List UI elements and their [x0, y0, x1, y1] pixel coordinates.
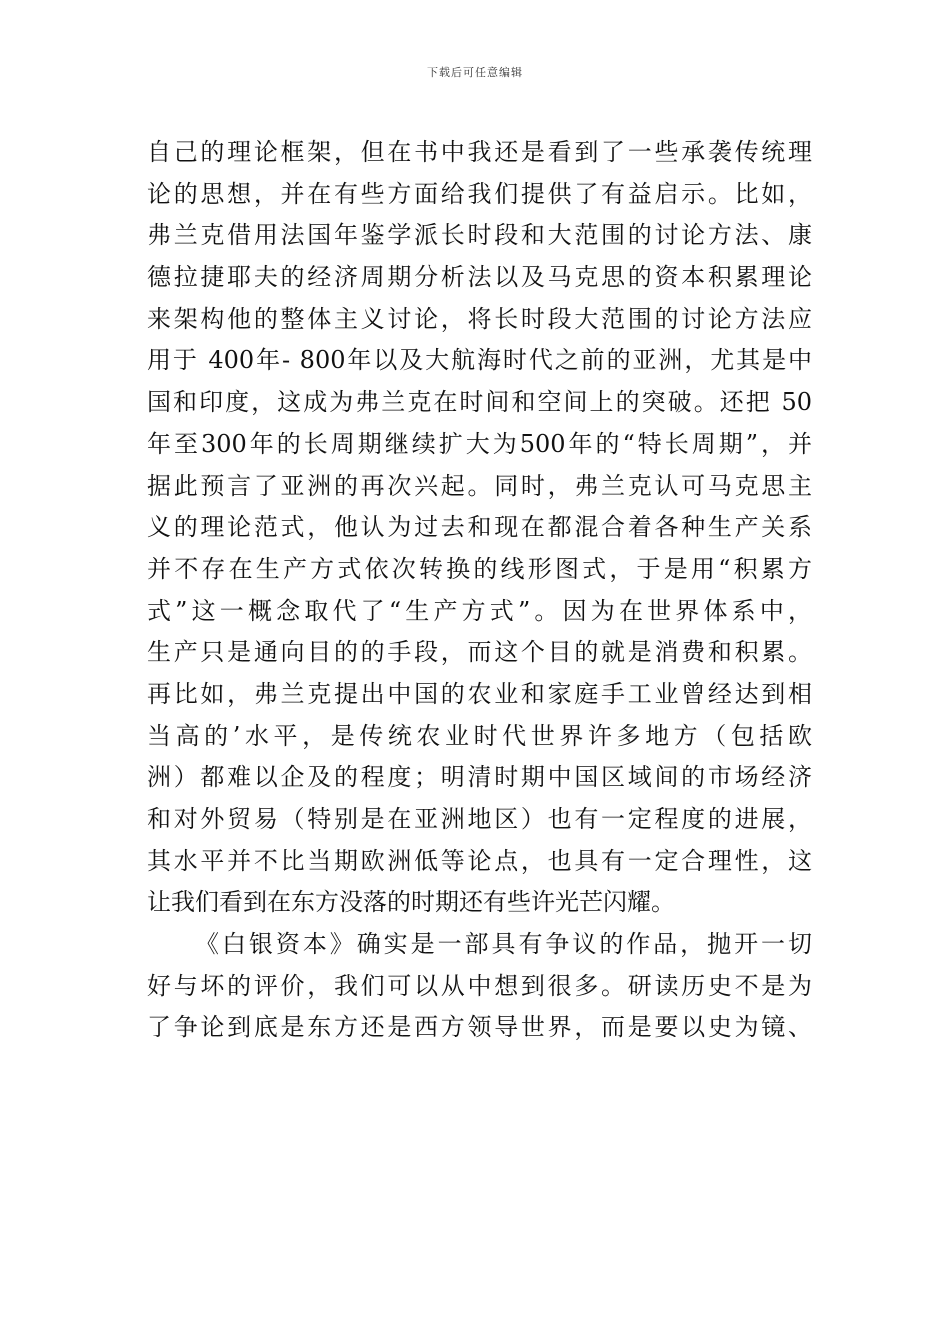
text-line: 用于 400年- 800年以及大航海时代之前的亚洲，尤其是中 [147, 346, 812, 375]
page-header: 下载后可任意编辑 [427, 66, 523, 79]
paragraph-1 [147, 132, 812, 924]
text-line: 当高的’水平，是传统农业时代世界许多地方（包括欧 [147, 721, 812, 750]
text-line: 德拉捷耶夫的经济周期分析法以及马克思的资本积累理论 [147, 263, 812, 292]
text-line: 洲）都难以企及的程度；明清时期中国区域间的市场经济 [147, 763, 812, 792]
paragraph-2 [147, 924, 812, 1049]
text-line: 自己的理论框架，但在书中我还是看到了一些承袭传统理 [147, 138, 812, 166]
text-line: 论的思想，并在有些方面给我们提供了有益启示。比如， [147, 179, 812, 208]
text-line: 义的理论范式，他认为过去和现在都混合着各种生产关系 [147, 513, 812, 542]
text-line: 其水平并不比当期欧洲低等论点，也具有一定合理性，这 [147, 846, 812, 875]
text-line: 并不存在生产方式依次转换的线形图式，于是用“积累方 [147, 554, 812, 583]
text-line: 了争论到底是东方还是西方领导世界，而是要以史为镜、 [147, 1013, 812, 1042]
text-line: 据此预言了亚洲的再次兴起。同时，弗兰克认可马克思主 [147, 471, 812, 500]
text-line: 生产只是通向目的的手段，而这个目的就是消费和积累。 [147, 638, 812, 667]
text-line: 《白银资本》确实是一部具有争议的作品，抛开一切 [195, 930, 812, 959]
text-line: 年至300年的长周期继续扩大为500年的“特长周期”，并 [147, 429, 812, 458]
text-line: 弗兰克借用法国年鉴学派长时段和大范围的讨论方法、康 [147, 221, 812, 250]
text-line: 式”这一概念取代了“生产方式”。因为在世界体系中， [147, 596, 812, 625]
text-line: 来架构他的整体主义讨论，将长时段大范围的讨论方法应 [147, 304, 812, 333]
text-line: 再比如，弗兰克提出中国的农业和家庭手工业曾经达到相 [147, 679, 812, 708]
text-line: 国和印度，这成为弗兰克在时间和空间上的突破。还把 50 [147, 388, 812, 417]
text-line: 让我们看到在东方没落的时期还有些许光芒闪耀。 [147, 888, 675, 917]
text-line: 好与坏的评价，我们可以从中想到很多。研读历史不是为 [147, 971, 812, 1000]
text-line: 和对外贸易（特别是在亚洲地区）也有一定程度的进展， [147, 805, 812, 833]
body-text [147, 132, 812, 1049]
